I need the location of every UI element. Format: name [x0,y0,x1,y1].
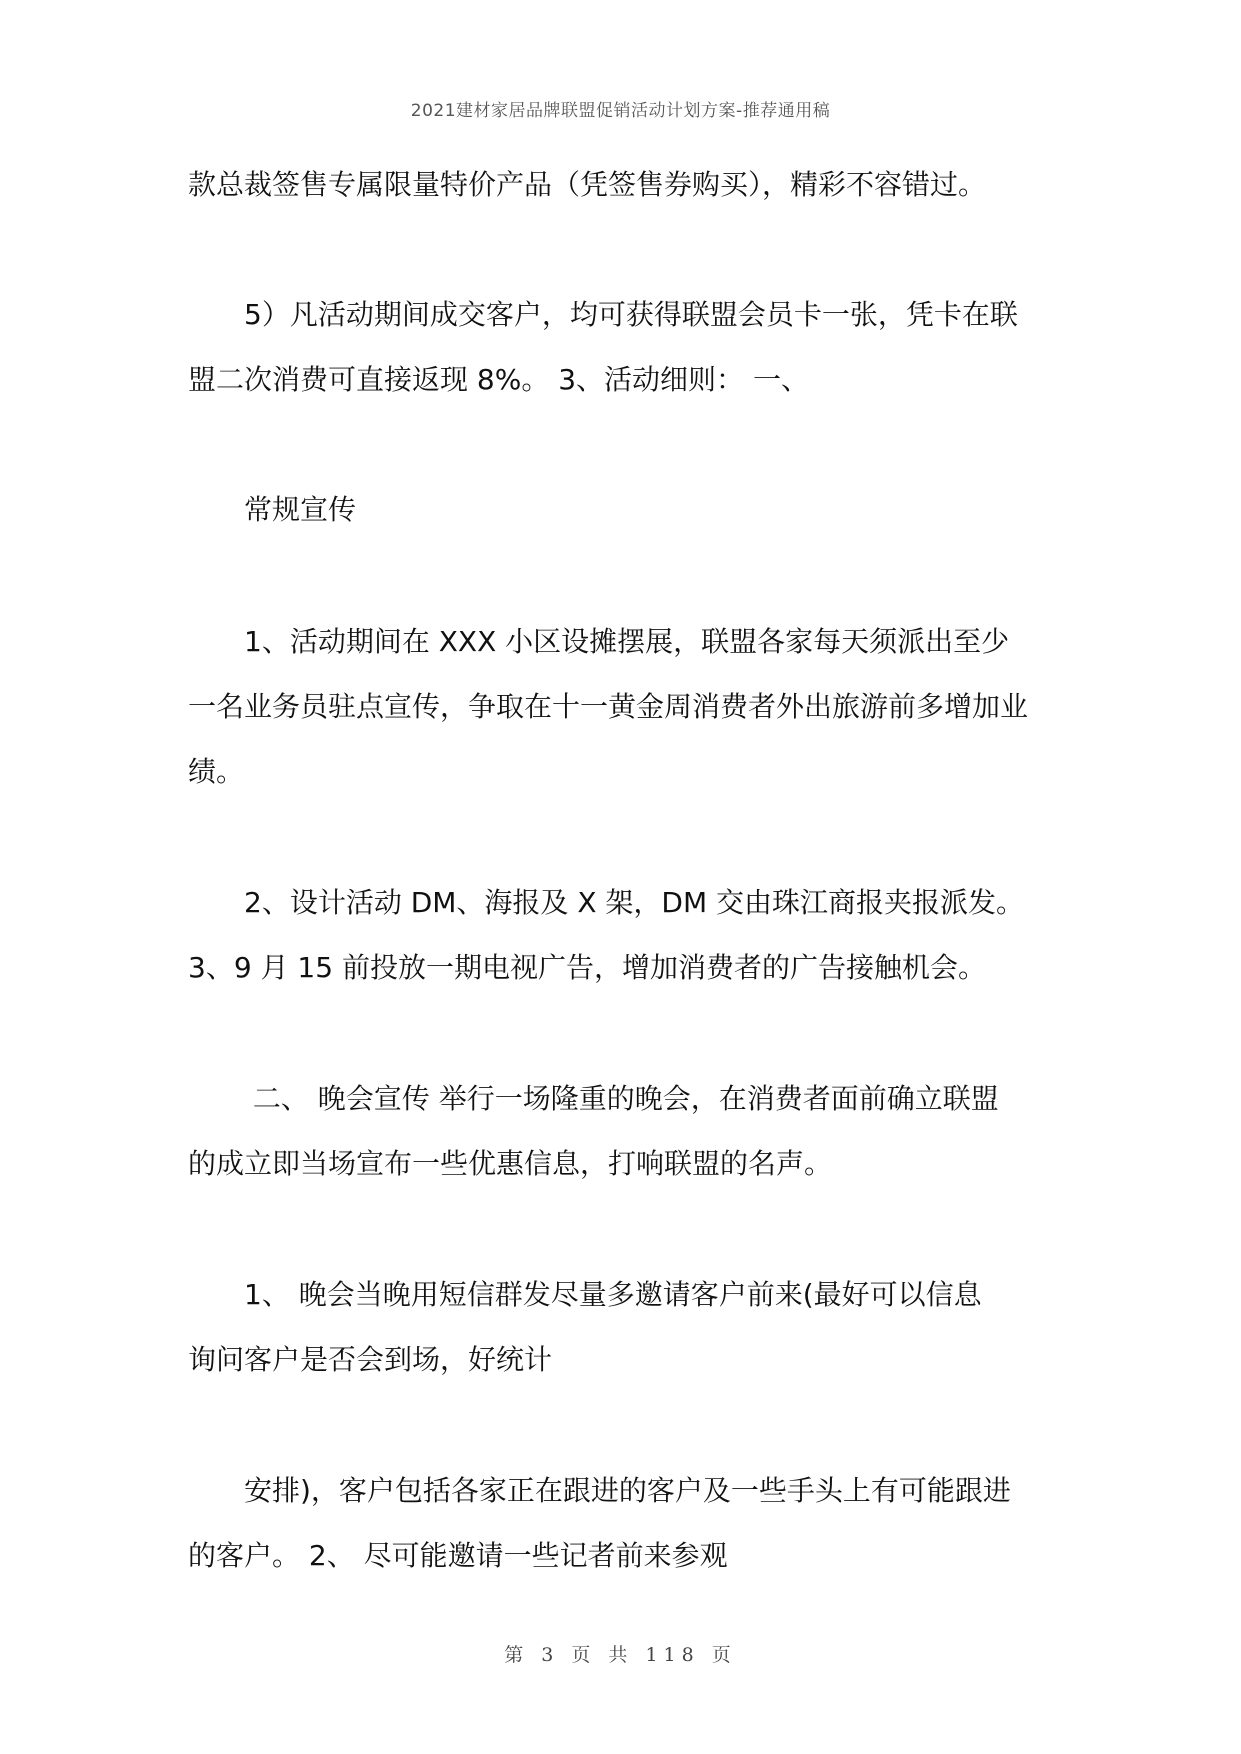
page-header: 2021建材家居品牌联盟促销活动计划方案-推荐通用稿 [410,101,831,121]
paragraph-line: 的客户。 2、 尽可能邀请一些记者前来参观 [188,1539,728,1572]
paragraph-line: 款总裁签售专属限量特价产品（凭签售券购买），精彩不容错过。 [188,168,987,201]
paragraph-line: 3、9 月 15 前投放一期电视广告，增加消费者的广告接触机会。 [188,951,986,984]
paragraph-line: 一名业务员驻点宣传，争取在十一黄金周消费者外出旅游前多增加业 [188,690,1029,723]
paragraph-line: 绩。 [188,755,245,788]
paragraph-line: 1、活动期间在 XXX 小区设摊摆展，联盟各家每天须派出至少 [188,625,1010,658]
paragraph-line: 5）凡活动期间成交客户，均可获得联盟会员卡一张，凭卡在联 [188,298,1018,331]
paragraph-line: 二、 晚会宣传 举行一场隆重的晚会，在消费者面前确立联盟 [188,1082,999,1115]
section-heading: 常规宣传 [188,493,357,526]
paragraph-line: 的成立即当场宣布一些优惠信息，打响联盟的名声。 [188,1147,833,1180]
paragraph-line: 盟二次消费可直接返现 8%。 3、活动细则： 一、 [188,363,809,396]
paragraph-line: 安排)，客户包括各家正在跟进的客户及一些手头上有可能跟进 [188,1474,1011,1507]
paragraph-line: 2、设计活动 DM、海报及 X 架，DM 交由珠江商报夹报派发。 [188,886,1025,919]
paragraph-line: 询问客户是否会到场，好统计 [188,1343,553,1376]
paragraph-line: 1、 晚会当晚用短信群发尽量多邀请客户前来(最好可以信息 [188,1278,982,1311]
page-footer: 第 3 页 共 118 页 [504,1644,737,1666]
